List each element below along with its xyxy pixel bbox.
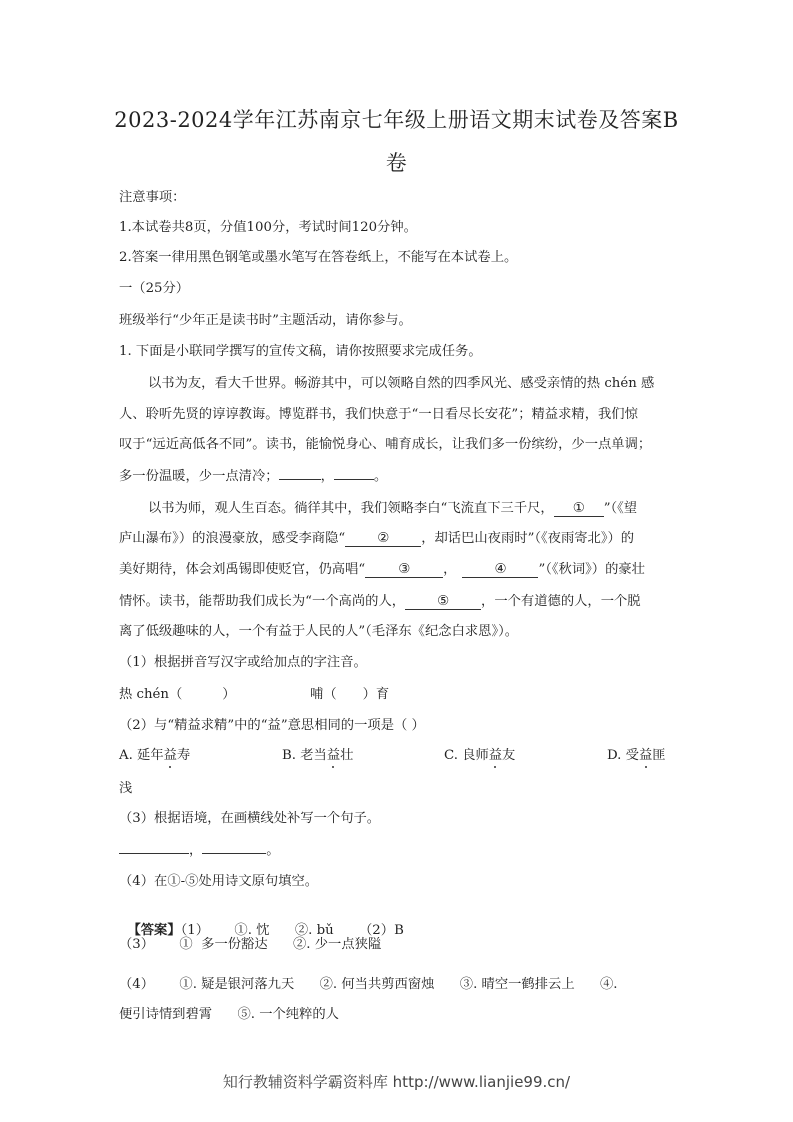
option-a-pre: A. 延年 [119,748,164,763]
option-b-post: 壮 [340,748,354,763]
option-a-post: 寿 [176,748,191,763]
poem-blank-1[interactable]: ① [554,501,604,517]
poem-blank-2[interactable]: ② [345,531,421,547]
para1-line3: 叹于“远近高低各不同”。读书，能愉悦身心、哺育成长，让我们多一份缤纷，少一点单调； [119,437,652,452]
sub-question-3: （3）根据语境，在画横线处补写一个句子。 [119,811,381,826]
option-c[interactable] [444,747,515,765]
para2-line3-text: 美好期待，体会刘禹锡即使贬官，仍高唱“ [119,562,366,577]
sentence-blank-2[interactable] [202,853,266,854]
footer-watermark: 知行教辅资料学霸资料库 http://www.lianjie99.cn/ [222,1073,571,1091]
para2-line4-end: ，一个有道德的人，一个脱 [481,594,641,609]
document-title-line1: 2023-2024学年江苏南京七年级上册语文期末试卷及答案B [114,108,679,132]
item-chen-label: 热 chén（ [119,687,183,702]
para1-blank-1[interactable] [279,479,321,480]
option-b[interactable] [282,747,353,765]
para2-line2-end: ，却话巴山夜雨时”（《夜雨寄北》）的 [421,531,635,546]
poem-blank-4[interactable]: ④ [462,562,538,578]
para2-line4 [119,593,679,611]
option-d-post: 匪 [652,748,666,763]
para1-line4-sep: ， [320,469,334,484]
answer-part-1-2: （1） ①. 忱 ②. bǔ （2）B [180,923,404,938]
answer-label: 【答案】 [127,923,181,938]
item-chen-close: ） [222,687,236,702]
para2-line3-end: ”（《秋词》）的豪壮 [538,562,645,577]
para1-line4-end: 。 [373,469,388,484]
para2-line1 [148,500,678,518]
answer-line-4a: （4） ①. 疑是银河落九天 ②. 何当共剪西窗烛 ③. 晴空一鹤排云上 ④. [119,977,618,992]
para2-line2 [119,530,679,548]
para2-line1-end: ”（《望 [603,501,638,516]
notice-heading: 注意事项： [119,190,186,205]
item-bu-label: 哺（ [310,687,337,702]
option-d-dot-char: 益 [638,748,653,763]
sub-question-1: （1）根据拼音写汉字或给加点的字注音。 [119,655,367,670]
answer-line-4b: 便引诗情到碧霄 ⑤. 一个纯粹的人 [119,1007,339,1022]
item-bu-close: ）育 [362,687,390,702]
option-a[interactable] [119,747,190,765]
option-b-pre: B. 老当 [282,748,327,763]
sentence-blank-sep: ， [189,843,203,858]
answer-line-3: （3） ① 多一份豁达 ②. 少一点狭隘 [119,937,382,952]
para1-line1: 以书为友，看大千世界。畅游其中，可以领略自然的四季风光、感受亲情的热 chén 感 [148,376,655,391]
option-d-pre: D. 受 [607,748,639,763]
para1-line2: 人、聆听先贤的谆谆教诲。博览群书，我们快意于“一日看尽长安花”；精益求精，我们惊 [119,407,638,422]
sub-question-1-items [119,686,679,704]
sentence-blank-1[interactable] [119,853,189,854]
para1-line4 [119,468,679,486]
notice-item-2: 2.答案一律用黑色钢笔或墨水笔写在答卷纸上，不能写在本试卷上。 [119,250,518,265]
document-title-line2: 卷 [385,151,408,175]
question-1: 1. 下面是小联同学撰写的宣传文稿，请你按照要求完成任务。 [119,344,482,359]
para1-blank-2[interactable] [334,479,374,480]
notice-item-1: 1.本试卷共8页，分值100分，考试时间120分钟。 [119,220,417,235]
option-b-dot-char: 益 [326,748,341,763]
option-a-dot-char: 益 [163,748,177,763]
para2-line2-text: 庐山瀑布》）的浪漫豪放，感受李商隐“ [119,531,346,546]
sub-question-2: （2）与“精益求精”中的“益”意思相同的一项是（ ） [119,718,425,733]
para2-line3-sep: ， [443,562,457,577]
option-d[interactable] [607,747,666,765]
answer-line-1 [119,904,679,940]
poem-blank-3[interactable]: ③ [365,562,443,578]
sentence-blank-end: 。 [266,843,280,858]
para2-line5: 离了低级趣味的人，一个有益于人民的人”（毛泽东《纪念白求恩》）。 [119,624,519,639]
activity-intro: 班级举行“少年正是读书时”主题活动，请你参与。 [119,313,412,328]
para2-line1-text: 以书为师，观人生百态。徜徉其中，我们领略李白“飞流直下三千尺， [148,501,554,516]
option-c-post: 友 [502,748,516,763]
para2-line3 [119,561,679,579]
para2-line4-text: 情怀。读书，能帮助我们成长为“一个高尚的人， [119,594,406,609]
sub-question-4: （4）在①-⑤处用诗文原句填空。 [119,874,319,889]
section-heading: 一（25分） [119,281,190,296]
poem-blank-5[interactable]: ⑤ [405,594,481,610]
sub-question-3-blanks [119,842,679,860]
para1-line4-text: 多一份温暖，少一点清冷； [119,469,279,484]
option-c-dot-char: 益 [488,748,503,763]
option-d-continued: 浅 [119,781,133,796]
option-c-pre: C. 良师 [444,748,489,763]
